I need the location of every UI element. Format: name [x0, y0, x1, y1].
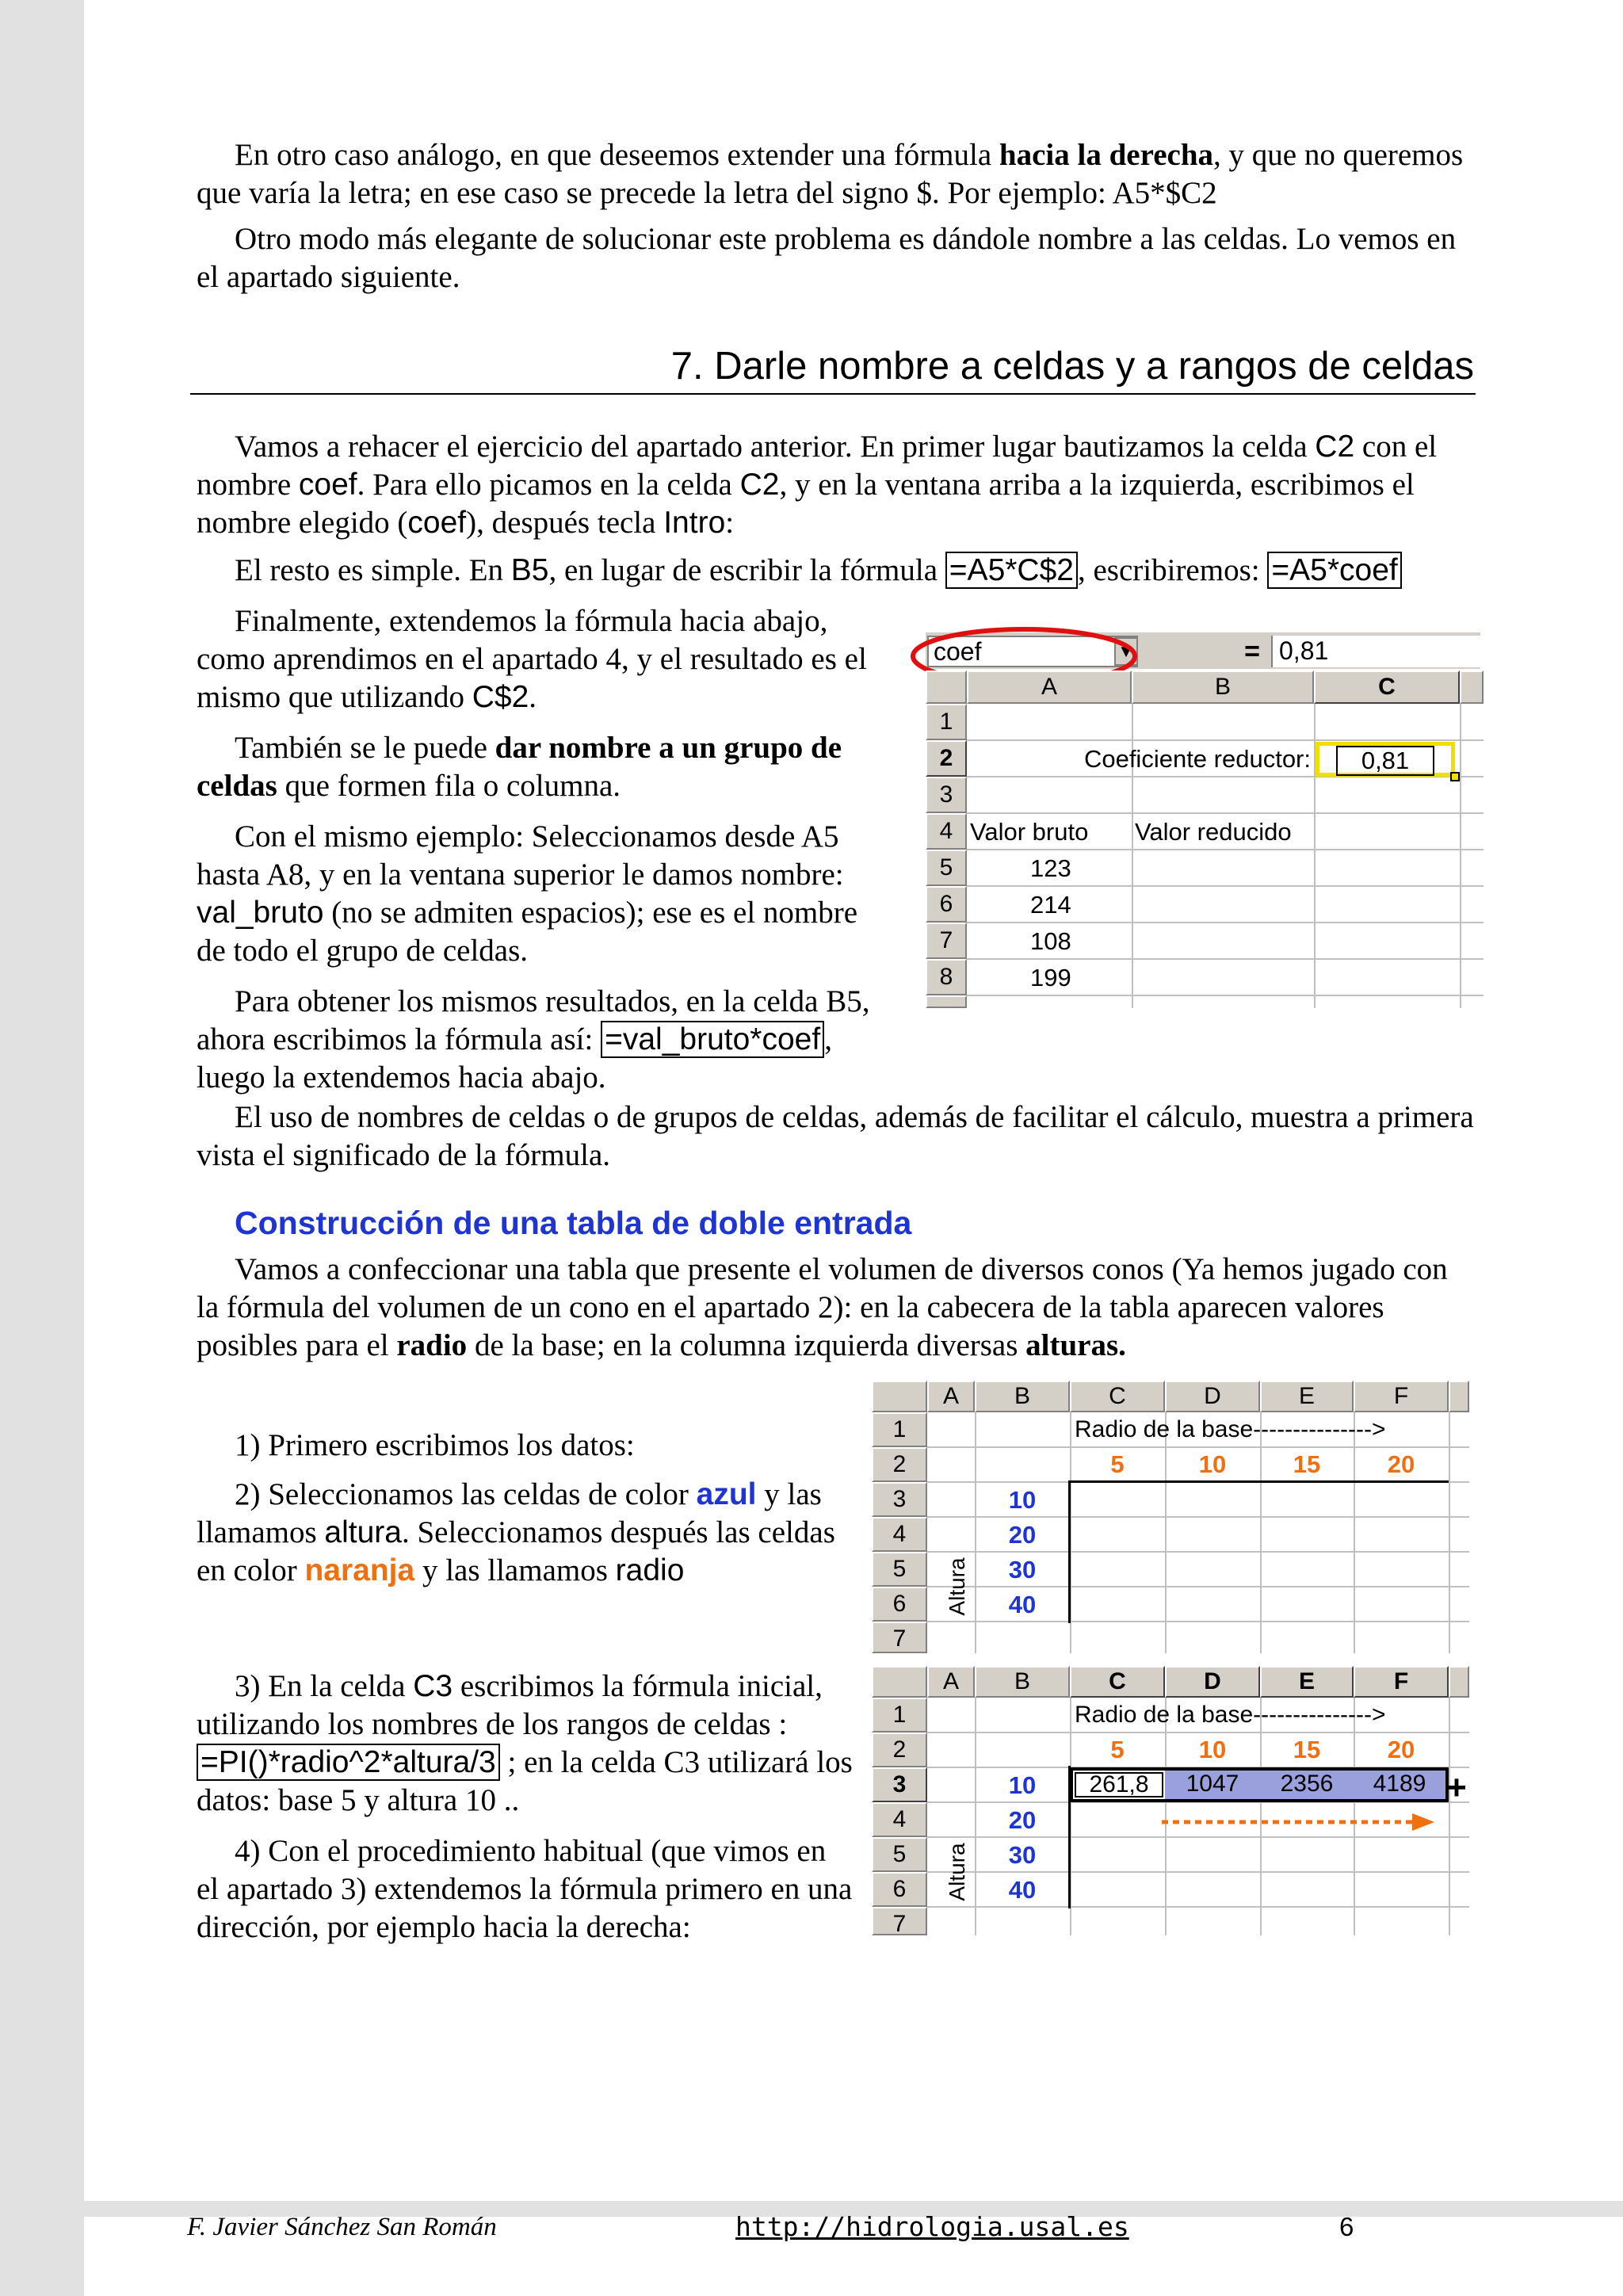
row-header-5[interactable]: 5: [872, 1552, 927, 1587]
radio-cell-c2[interactable]: 5: [1110, 1736, 1125, 1763]
row-header-3[interactable]: 3: [872, 1482, 927, 1517]
radio-cell-d2[interactable]: 10: [1198, 1736, 1227, 1763]
col-header-d[interactable]: D: [1165, 1381, 1260, 1412]
col-header-e[interactable]: E: [1260, 1381, 1354, 1412]
section7-paragraph-2: El resto es simple. En B5, en lugar de escribir la fórmula =A5*C$2 , escribiremos: =A5*coef: [197, 552, 1474, 590]
formula-box-a5-coef: =A5*coef: [1267, 552, 1401, 589]
row-header-4[interactable]: 4: [872, 1517, 927, 1552]
dotted-arrow-right-icon: [1157, 1810, 1442, 1834]
subheading-tabla: Construcción de una tabla de doble entrada: [235, 1205, 912, 1241]
col-header-e[interactable]: E: [1260, 1666, 1354, 1698]
cell-a7[interactable]: 108: [1030, 927, 1071, 955]
corner-header[interactable]: [872, 1666, 927, 1698]
corner-header[interactable]: [926, 670, 967, 704]
section7-paragraph-6: Para obtener los mismos resultados, en la celda B5, ahora escribimos la fórmula así: =val_bruto*coef , luego la extendemos hacia abajo.: [197, 984, 870, 1095]
name-box[interactable]: coef: [927, 636, 1138, 667]
row-header-6[interactable]: 6: [926, 886, 967, 923]
row-header-4[interactable]: 4: [926, 813, 967, 850]
spreadsheet-named-cell: [919, 631, 1490, 1008]
col-header-c[interactable]: C: [1070, 1381, 1165, 1412]
col-header-a[interactable]: A: [927, 1381, 975, 1412]
altura-cell-b6[interactable]: 40: [1008, 1876, 1037, 1904]
row-header-2[interactable]: 2: [872, 1733, 927, 1767]
radio-cell-d2[interactable]: 10: [1198, 1450, 1227, 1478]
formula-box-pi: =PI()*radio^2*altura/3: [197, 1744, 500, 1781]
tabla-step-3: 3) En la celda C3 escribimos la fórmula inicial, utilizando los nombres de los rangos de celdas : =PI()*radio^2*altura/3 ; en la celda C3 utilizará los datos: base 5 y altura 10 ..: [197, 1669, 853, 1817]
col-header-a[interactable]: A: [967, 670, 1132, 704]
col-header-g[interactable]: [1449, 1666, 1469, 1698]
section7-top-block: [197, 428, 1474, 590]
altura-cell-b4[interactable]: 20: [1008, 1806, 1037, 1834]
row-header-8[interactable]: 8: [926, 959, 967, 995]
cell-a4[interactable]: Valor bruto: [970, 818, 1089, 846]
footer-author: F. Javier Sánchez San Román: [187, 2213, 497, 2241]
tabla-steps-1-2: [197, 1427, 854, 1590]
radio-cell-e2[interactable]: 15: [1293, 1450, 1321, 1478]
tabla-steps-3-4: [197, 1668, 854, 1946]
section7-paragraph-5: Con el mismo ejemplo: Seleccionamos desde A5 hasta A8, y en la ventana superior le damos nombre: val_bruto (no se admiten espacios); ese es el nombre de todo el grupo de celdas.: [197, 819, 858, 968]
col-header-d[interactable]: D: [1165, 1666, 1260, 1698]
altura-cell-b3[interactable]: 10: [1008, 1486, 1037, 1514]
cell-b4[interactable]: Valor reducido: [1135, 818, 1292, 846]
spreadsheet-tabla-datos: [872, 1381, 1474, 1653]
formula-box-a5-c2: =A5*C$2: [945, 552, 1078, 589]
row-header-3[interactable]: 3: [926, 777, 967, 813]
fill-handle[interactable]: [1450, 772, 1460, 781]
section7-paragraph-4: También se le puede dar nombre a un grupo de celdas que formen fila o columna.: [197, 731, 842, 803]
col-header-c[interactable]: C: [1314, 670, 1460, 704]
footer-page-number: 6: [1339, 2212, 1354, 2241]
altura-vertical-label[interactable]: Altura: [945, 1557, 969, 1616]
tabla-paragraph-1: Vamos a confeccionar una tabla que presente el volumen de diversos conos (Ya hemos jugado con la fórmula del volumen de un cono en el apartado 2): en la cabecera de la tabla aparecen valores posibles para el radio de la base; en la columna izquierda diversas alturas.: [197, 1252, 1448, 1362]
col-header-b[interactable]: B: [975, 1666, 1070, 1698]
cell-a6[interactable]: 214: [1030, 891, 1071, 919]
cell-c2-selected[interactable]: 0,81: [1316, 742, 1455, 777]
altura-cell-b6[interactable]: 40: [1008, 1591, 1037, 1618]
row-header-5[interactable]: 5: [872, 1837, 927, 1872]
result-cell-c3[interactable]: 261,8: [1075, 1772, 1163, 1797]
corner-header[interactable]: [872, 1381, 927, 1412]
col-header-d[interactable]: [1460, 670, 1484, 704]
heading-underline: [190, 393, 1476, 395]
altura-cell-b3[interactable]: 10: [1008, 1771, 1037, 1799]
result-cell-f3[interactable]: 4189: [1354, 1771, 1445, 1799]
row-header-1[interactable]: 1: [872, 1698, 927, 1733]
tabla-step-2: 2) Seleccionamos las celdas de color azul y las llamamos altura. Seleccionamos después las celdas en color naranja y las llamamos radio: [197, 1477, 835, 1587]
formula-equals: =: [1244, 636, 1260, 667]
intro-block: [197, 136, 1474, 296]
name-box-dropdown-icon[interactable]: ▼: [1114, 637, 1138, 666]
row-header-4[interactable]: 4: [872, 1802, 927, 1837]
fill-cursor-icon: +: [1446, 1768, 1467, 1807]
radio-cell-e2[interactable]: 15: [1293, 1736, 1321, 1763]
row-header-9[interactable]: [926, 995, 967, 1008]
altura-cell-b4[interactable]: 20: [1008, 1521, 1037, 1549]
row-header-6[interactable]: 6: [872, 1587, 927, 1622]
col-header-c[interactable]: C: [1070, 1666, 1165, 1698]
tabla-step-4: 4) Con el procedimiento habitual (que vimos en el apartado 3) extendemos la fórmula primero en una dirección, por ejemplo hacia la derecha:: [197, 1834, 853, 1944]
altura-vertical-label[interactable]: Altura: [945, 1843, 969, 1901]
row-header-7[interactable]: 7: [872, 1622, 927, 1653]
row-header-5[interactable]: 5: [926, 850, 967, 886]
row-header-1[interactable]: 1: [926, 704, 967, 740]
radio-cell-f2[interactable]: 20: [1387, 1450, 1415, 1478]
radio-label[interactable]: Radio de la base--------------->: [1075, 1416, 1386, 1442]
section7-left-column: [197, 602, 886, 1097]
row-header-2[interactable]: 2: [926, 740, 967, 777]
row-header-7[interactable]: 7: [872, 1907, 927, 1935]
radio-cell-c2[interactable]: 5: [1110, 1450, 1125, 1478]
formula-box-val-bruto: =val_bruto*coef: [601, 1021, 824, 1058]
cell-a5[interactable]: 123: [1030, 854, 1071, 882]
intro-paragraph-1: En otro caso análogo, en que deseemos extender una fórmula hacia la derecha, y que no queremos que varía la letra; en ese caso se precede la letra del signo $. Por ejemplo: A5*$C2: [197, 138, 1464, 210]
cell-a8[interactable]: 199: [1030, 964, 1071, 991]
left-page-border: [0, 0, 84, 2296]
altura-cell-b5[interactable]: 30: [1008, 1556, 1037, 1584]
cell-b2-label[interactable]: Coeficiente reductor:: [1083, 745, 1311, 773]
row-header-3[interactable]: 3: [872, 1767, 927, 1802]
row-header-7[interactable]: 7: [926, 923, 967, 959]
section-heading: 7. Darle nombre a celdas y a rangos de celdas: [670, 345, 1474, 388]
section7-bottom-block: [197, 1098, 1474, 1175]
spreadsheet-tabla-resultados: [872, 1666, 1474, 1935]
result-cell-e3[interactable]: 2356: [1260, 1771, 1354, 1799]
col-header-g[interactable]: [1449, 1381, 1469, 1412]
col-header-f[interactable]: F: [1354, 1666, 1449, 1698]
intro-paragraph-2: Otro modo más elegante de solucionar este problema es dándole nombre a las celdas. Lo vemos en el apartado siguiente.: [197, 222, 1457, 294]
row-header-2[interactable]: 2: [872, 1447, 927, 1482]
radio-cell-f2[interactable]: 20: [1387, 1736, 1415, 1763]
radio-label[interactable]: Radio de la base--------------->: [1075, 1702, 1386, 1728]
footer-url-link[interactable]: http://hidrologia.usal.es: [735, 2211, 1129, 2242]
table-top-border: [1070, 1480, 1449, 1483]
tabla-step-1: 1) Primero escribimos los datos:: [235, 1428, 635, 1462]
col-header-b[interactable]: B: [1132, 670, 1314, 704]
formula-input[interactable]: 0,81: [1271, 636, 1485, 667]
section7-paragraph-7: El uso de nombres de celdas o de grupos de celdas, además de facilitar el cálculo, muestra a primera vista el significado de la fórmula.: [197, 1100, 1474, 1172]
row-header-1[interactable]: 1: [872, 1412, 927, 1447]
col-header-f[interactable]: F: [1354, 1381, 1449, 1412]
section7-paragraph-3: Finalmente, extendemos la fórmula hacia abajo, como aprendimos en el apartado 4, y el resultado es el mismo que utilizando C$2.: [197, 604, 867, 714]
result-cell-d3[interactable]: 1047: [1165, 1771, 1260, 1799]
tabla-intro-block: [197, 1251, 1474, 1365]
col-header-a[interactable]: A: [927, 1666, 975, 1698]
section7-paragraph-1: Vamos a rehacer el ejercicio del apartado anterior. En primer lugar bautizamos la celda C2 con el nombre coef. Para ello picamos en la celda C2, y en la ventana arriba a la izquierda, escribimos el nombre elegido (coef), después tecla Intro:: [197, 430, 1438, 540]
col-header-b[interactable]: B: [975, 1381, 1070, 1412]
row-header-6[interactable]: 6: [872, 1872, 927, 1907]
altura-cell-b5[interactable]: 30: [1008, 1841, 1037, 1869]
